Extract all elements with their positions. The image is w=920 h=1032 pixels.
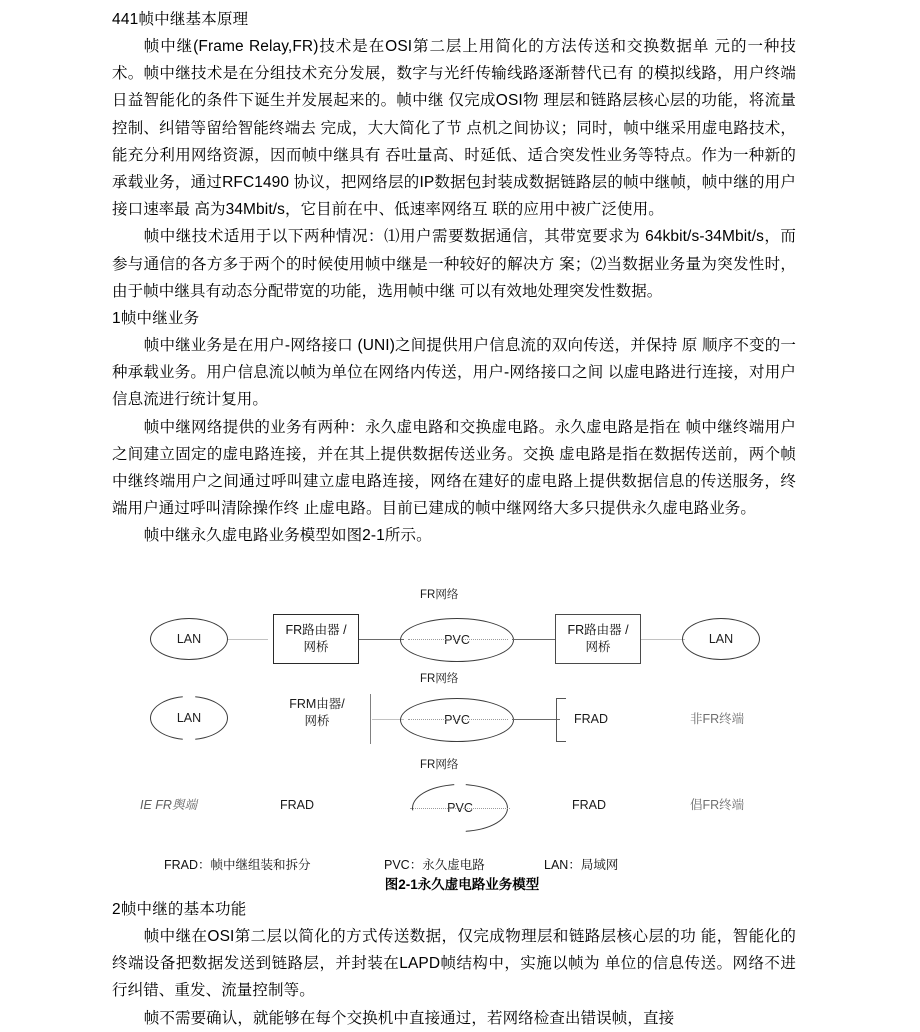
paragraph-2: 帧中继技术适用于以下两种情况：⑴用户需要数据通信，其带宽要求为 64kbit/s-34Mbit/s，而参与通信的各方多于两个的时候使用帧中继是一种较好的解决方 案；⑵当数据业务量为突发性时，由于帧中继具有动态分配带宽的功能，选用帧中继 可以有效地处理突发性数据。 (112, 228, 796, 300)
figure-row-2 (112, 672, 812, 756)
fr-router-left-line2: 网桥 (303, 640, 329, 654)
frm-router-line1: FRM由器/ (289, 697, 345, 711)
connector-lan-left-row1 (228, 639, 268, 640)
fr-network-label-row2: FR网络 (420, 673, 459, 685)
upper-text-column (112, 6, 796, 550)
fr-terminal-right-row3: 倡FR终端 (690, 798, 745, 812)
paragraph-5: 帧中继永久虚电路业务模型如图2-1所示。 (143, 527, 432, 545)
frm-router-bridge-row2 (272, 696, 362, 730)
fr-router-right-line2: 网桥 (585, 640, 611, 654)
pvc-row3-label: PVC (447, 801, 473, 815)
connector-pvc-router-row1 (512, 639, 556, 640)
vertical-divider-row2 (370, 694, 371, 744)
paragraph-7: 帧不需要确认，就能够在每个交换机中直接通过，若网络检查出错误帧，直接 (143, 1009, 675, 1027)
fr-router-bridge-left-row1 (273, 614, 359, 664)
figure-2-1 (112, 588, 812, 893)
legend-frad: FRAD：帧中继组装和拆分 (164, 858, 311, 872)
frad-row2: FRAD (574, 712, 609, 726)
legend-pvc: PVC：永久虚电路 (384, 858, 485, 872)
pvc-dotted-path-row1 (408, 639, 508, 640)
fr-network-label-row3: FR网络 (420, 759, 459, 771)
subheading-basic-functions: 2帧中继的基本功能 (112, 901, 247, 918)
lan-right-row1: LAN (682, 618, 760, 660)
pvc-ellipse-row1: PVC (400, 618, 514, 662)
connector-lan-right-row1 (641, 639, 685, 640)
fr-network-label-row1: FR网络 (420, 589, 459, 601)
pvc-dotted-path-row3 (410, 808, 510, 809)
lan-row2 (150, 696, 228, 740)
section-heading: 441帧中继基本原理 (112, 11, 249, 28)
fr-router-right-line1: FR路由器 / (567, 623, 629, 637)
paragraph-6: 帧中继在OSI第二层以简化的方式传送数据，仅完成物理层和链路层核心层的功 能，智能化的终端设备把数据发送到链路层，并封装在LAPD帧结构中，实施以帧为 单位的信息传送。网络不进行纠错、重发、流量控制等。 (112, 928, 796, 1000)
paragraph-1: 帧中继(Frame Relay,FR)技术是在OSI第二层上用简化的方法传送和交换数据单 元的一种技术。帧中继技术是在分组技术充分发展，数字与光纤传输线路逐渐替代已有 的模拟线路，用户终端日益智能化的条件下诞生并发展起来的。帧中继 仅完成OSI物 理层和链路层核心层的功能，将流量控制、纠错等留给智能终端去 完成，大大简化了节 点机之间协议；同时，帧中继采用虚电路技术，能充分利用网络资源，因而帧中继具有 吞吐量高、时延低、适合突发性业务等特点。作为一种新的承载业务，通过RFC1490 协议，把网络层的IP数据包封装成数据链路层的帧中继帧，帧中继的用户接口速率最 高为34Mbit/s，它目前在中、低速率网络互 联的应用中被广泛使用。 (112, 38, 796, 219)
fr-router-left-line1: FR路由器 / (285, 623, 347, 637)
connector-right-row2 (512, 719, 560, 720)
lower-text-column (112, 896, 796, 1032)
paragraph-4: 帧中继网络提供的业务有两种：永久虚电路和交换虚电路。永久虚电路是指在 帧中继终端用户之间建立固定的虚电路连接，并在其上提供数据传送业务。交换 虚电路是指在数据传送前，两个帧中继终端用户之间通过呼叫建立虚电路连接，网络在建好的虚电路上提供数据信息的传送服务，终端用户通过呼叫清除操作终 止虚电路。目前已建成的帧中继网络大多只提供永久虚电路业务。 (112, 418, 796, 518)
subheading-frame-relay-service: 1帧中继业务 (112, 310, 200, 328)
lan-row2-label: LAN (176, 711, 202, 725)
pvc-ellipse-row2: PVC (400, 698, 514, 742)
figure-caption: 图2-1永久虚电路业务模型 (384, 877, 540, 892)
paragraph-3: 帧中继业务是在用户-网络接口 (UNI)之间提供用户信息流的双向传送，并保持 原 顺序不变的一种承载业务。用户信息流以帧为单位在网络内传送，用户-网络接口之间 以虚电路进行连接，对用户信息流进行统计复用。 (112, 337, 796, 409)
frad-right-row3: FRAD (572, 798, 607, 812)
non-fr-terminal-left-row3: IE FR舆端 (140, 798, 197, 812)
non-fr-terminal-row2: 非FR终端 (690, 712, 745, 726)
figure-row-3 (112, 758, 812, 838)
frad-bracket-row2 (556, 698, 566, 742)
lan-left-row1: LAN (150, 618, 228, 660)
fr-router-bridge-right-row1 (555, 614, 641, 664)
legend-lan: LAN：局域网 (544, 858, 619, 872)
figure-row-1 (112, 588, 812, 672)
frm-router-line2: 网桥 (304, 714, 330, 728)
connector-router-pvc-row1 (359, 639, 404, 640)
frad-left-row3: FRAD (280, 798, 315, 812)
pvc-dotted-path-row2 (408, 719, 508, 720)
